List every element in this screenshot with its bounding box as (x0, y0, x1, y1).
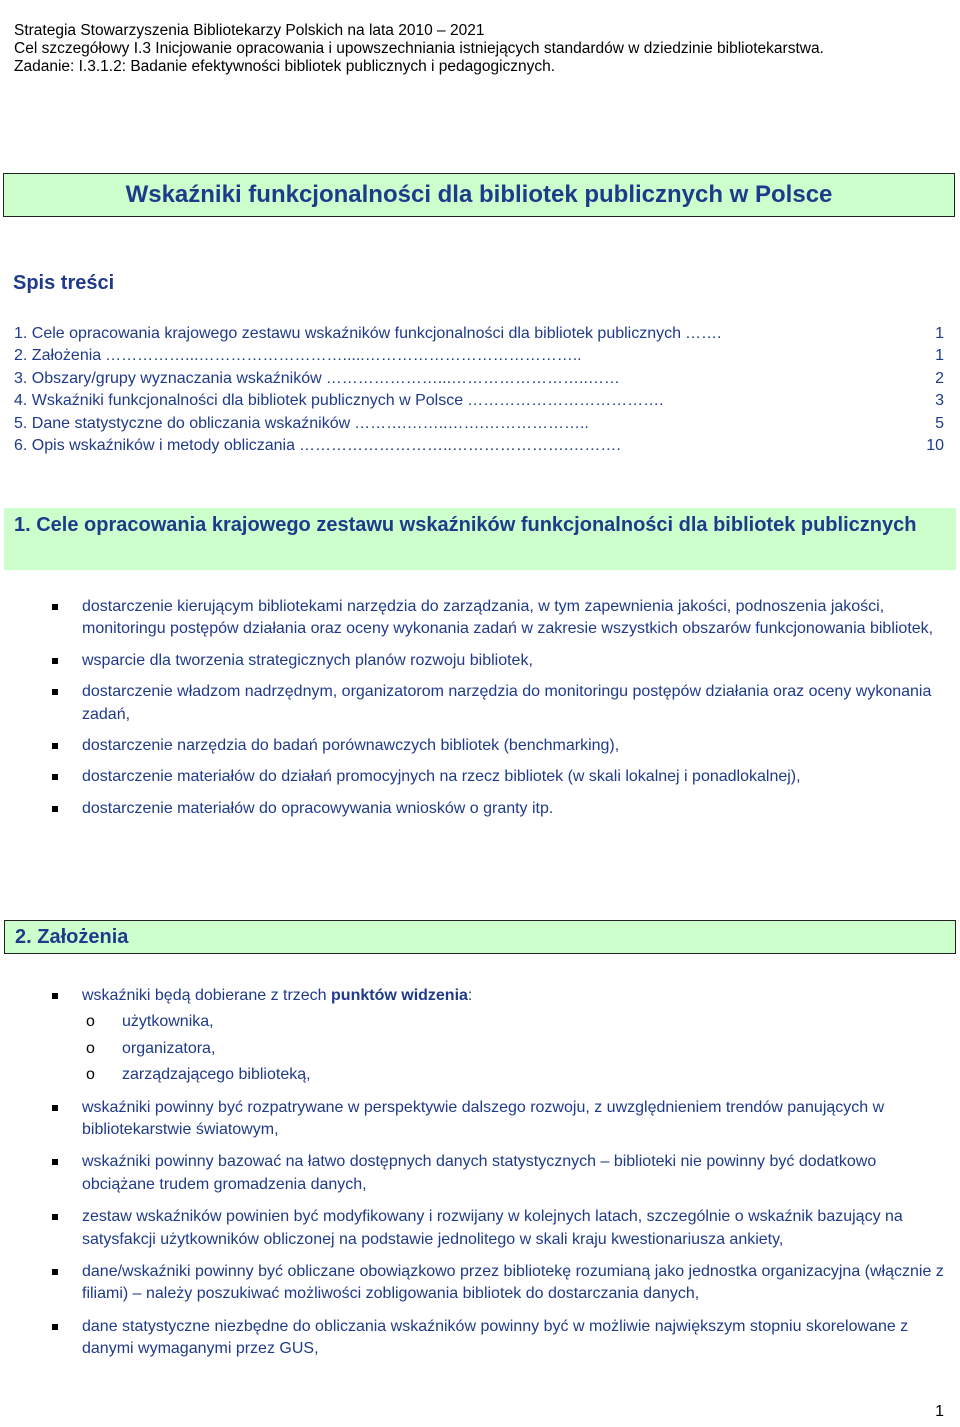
list-item-text: dostarczenie władzom nadrzędnym, organizatorom narzędzia do monitoringu postępów działania oraz oceny wykonania zadań, (82, 683, 932, 723)
list-item-text: dane/wskaźniki powinny być obliczane obowiązkowo przez bibliotekę rozumianą jako jednostka organizacyjna (włącznie z filiami) – należy poszukiwać możliwości zobligowania bibliotek do dostarczania danych, (82, 1263, 944, 1303)
bullet-marker (52, 658, 58, 664)
header-line-2: Cel szczegółowy I.3 Inicjowanie opracowania i upowszechniania istniejących standardów w dziedzinie bibliotekarstwa. (14, 40, 824, 57)
bullet-marker (52, 1324, 58, 1330)
list-item (52, 596, 952, 641)
toc-leader-dots: ……. (685, 325, 722, 342)
toc-entry[interactable] (14, 390, 944, 412)
bullet-marker (52, 689, 58, 695)
toc-leader-dots: ………………………..………………….………. (299, 437, 621, 455)
toc-heading: Spis treści (13, 272, 115, 294)
sub-list-item (52, 1038, 952, 1060)
bullet-marker (52, 993, 58, 999)
list-item (52, 1097, 952, 1142)
toc-entry[interactable] (14, 435, 944, 457)
list-item-text: wskaźniki będą dobierane z trzech (82, 987, 332, 1004)
toc-entry[interactable] (14, 413, 944, 435)
section-1-heading: 1. Cele opracowania krajowego zestawu wskaźników funkcjonalności dla bibliotek publicznych (4, 508, 956, 570)
sub-item-text: użytkownika, (122, 1013, 214, 1031)
sub-bullet-marker: o (86, 1066, 95, 1084)
section-2-list (52, 985, 952, 1361)
list-item (52, 1316, 952, 1361)
bold-phrase: punktów widzenia (331, 987, 468, 1004)
sub-bullet-marker: o (86, 1013, 95, 1031)
bullet-marker (52, 774, 58, 780)
list-item-text: dane statystyczne niezbędne do obliczania wskaźników powinny być w możliwie największym stopniu skorelowane z danymi wymaganymi przez GUS, (82, 1317, 909, 1358)
toc-leader-dots: ……………...……………………….....………………………………….. (105, 347, 582, 365)
list-item-text: dostarczenie materiałów do działań promocyjnych na rzecz bibliotek (w skali lokalnej i ponadlokalnej), (82, 768, 801, 786)
toc-page-number: 2 (935, 369, 944, 387)
toc-entry[interactable] (14, 368, 944, 390)
list-item-text: dostarczenie kierującym bibliotekami narzędzia do zarządzania, w tym zapewnienia jakości, podnoszenia jakości, monitoringu postępów działania oraz oceny wykonania zadań w zakresie wszystkich obszarów funkcjonowania bibliotek, (82, 598, 934, 638)
bullet-marker (52, 1214, 58, 1220)
toc-entry-text: 2. Założenia (14, 347, 102, 365)
list-item (52, 798, 952, 820)
bullet-marker (52, 1269, 58, 1275)
toc-page-number: 1 (935, 347, 944, 365)
toc-entry[interactable] (14, 323, 944, 345)
toc-leader-dots: …………………...……………………..…… (325, 369, 620, 387)
list-item (52, 1261, 952, 1306)
toc-page-number: 3 (935, 392, 944, 410)
sub-list-item (52, 1011, 952, 1033)
bullet-marker (52, 806, 58, 812)
toc-entry-text: 6. Opis wskaźników i metody obliczania (14, 437, 296, 455)
list-item-text: wskaźniki powinny być rozpatrywane w perspektywie dalszego rozwoju, z uwzględnieniem trendów panujących w bibliotekarstwie światowym, (82, 1098, 885, 1139)
list-item (52, 650, 952, 672)
list-item-text: wsparcie dla tworzenia strategicznych planów rozwoju bibliotek, (82, 651, 533, 669)
sub-item-text: organizatora, (122, 1039, 216, 1057)
list-item (52, 735, 952, 757)
running-header (14, 22, 944, 76)
list-item-text: zestaw wskaźników powinien być modyfikowany i rozwijany w kolejnych latach, szczególnie o wskaźnik bazujący na satysfakcji użytkowników obliczonej na podstawie jednolitego w skali kraju kwestionariusza ankiety, (82, 1208, 903, 1248)
list-item-text: wskaźniki powinny bazować na łatwo dostępnych danych statystycznych – biblioteki nie powinny być dodatkowo obciążane trudem gromadzenia danych, (82, 1153, 877, 1193)
list-item (52, 681, 952, 726)
header-line-3: Zadanie: I.3.1.2: Badanie efektywności bibliotek publicznych i pedagogicznych. (14, 58, 556, 75)
document-title-box (3, 173, 955, 217)
toc-page-number: 10 (926, 437, 944, 455)
bullet-marker (52, 604, 58, 610)
table-of-contents (14, 323, 944, 457)
section-1-list (52, 596, 952, 820)
bullet-marker (52, 1105, 58, 1111)
toc-leader-dots: ……….……..…….……………….. (354, 414, 589, 432)
toc-leader-dots: ………………………………. (467, 392, 664, 410)
toc-page-number: 1 (935, 325, 944, 342)
list-item (52, 1151, 952, 1196)
section-2-heading: 2. Założenia (4, 920, 956, 954)
list-item-text: : (467, 987, 473, 1004)
list-item-text: dostarczenie narzędzia do badań porównawczych bibliotek (benchmarking), (82, 737, 620, 755)
sub-list-item (52, 1064, 952, 1086)
sub-item-text: zarządzającego biblioteką, (122, 1066, 311, 1084)
toc-page-number: 5 (935, 414, 944, 432)
sub-bullet-marker: o (86, 1039, 95, 1057)
bullet-marker (52, 1159, 58, 1165)
toc-entry-text: 3. Obszary/grupy wyznaczania wskaźników (14, 369, 322, 387)
list-item (52, 985, 952, 1087)
toc-entry-text: 5. Dane statystyczne do obliczania wskaźników (14, 414, 351, 432)
list-item (52, 1206, 952, 1251)
list-item-text: dostarczenie materiałów do opracowywania wniosków o granty itp. (82, 799, 554, 817)
document-title: Wskaźniki funkcjonalności dla bibliotek publicznych w Polsce (125, 181, 833, 208)
list-item (52, 766, 952, 788)
page-number: 1 (935, 1403, 944, 1420)
header-line-1: Strategia Stowarzyszenia Bibliotekarzy Polskich na lata 2010 – 2021 (14, 22, 485, 39)
toc-entry[interactable] (14, 345, 944, 367)
toc-entry-text: 1. Cele opracowania krajowego zestawu wskaźników funkcjonalności dla bibliotek publicznych (14, 325, 682, 342)
sub-list (52, 1011, 952, 1086)
bullet-marker (52, 743, 58, 749)
toc-entry-text: 4. Wskaźniki funkcjonalności dla bibliotek publicznych w Polsce (14, 392, 464, 410)
